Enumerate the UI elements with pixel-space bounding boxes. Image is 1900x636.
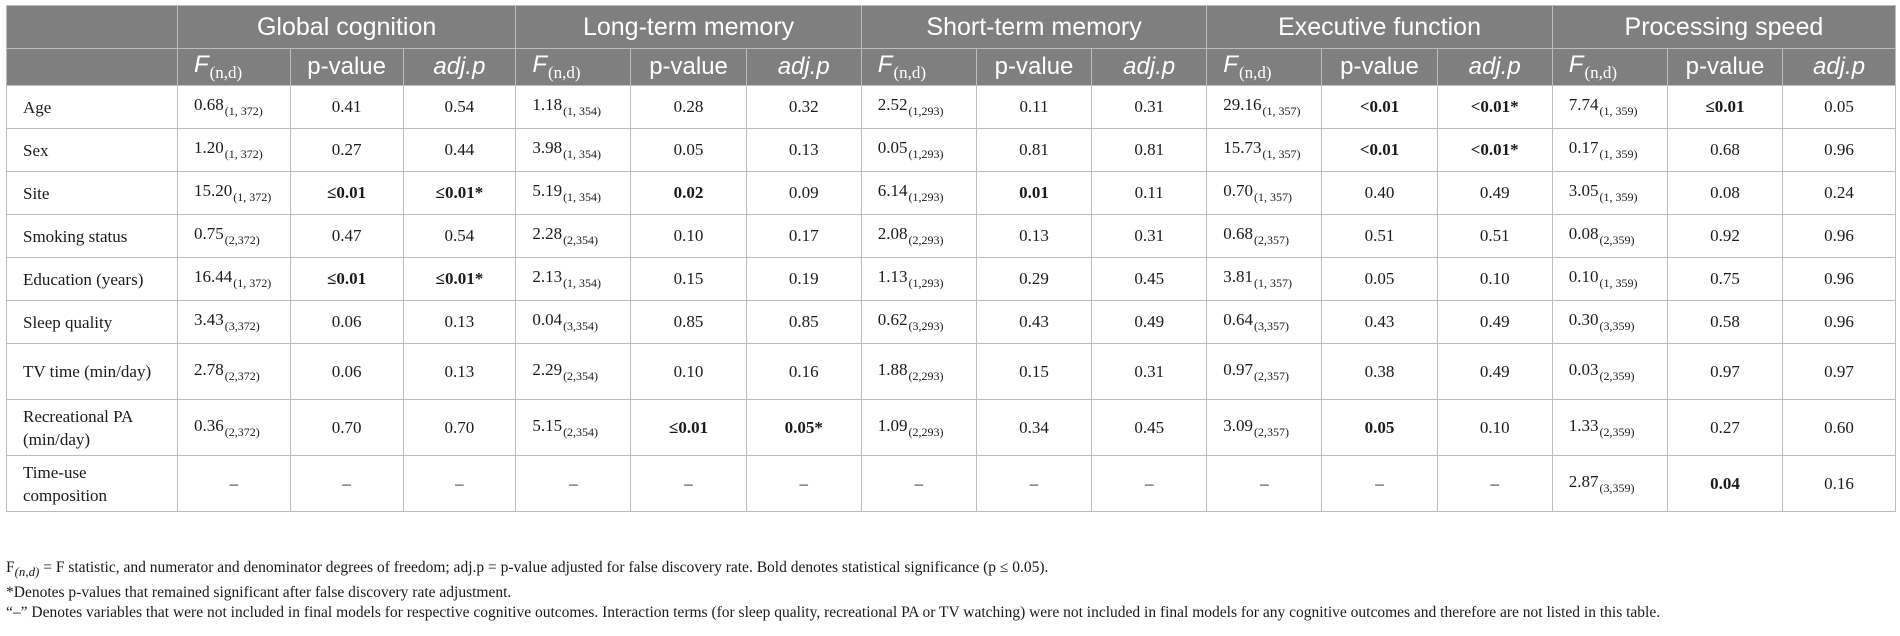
adj-p-cell: – <box>403 456 516 512</box>
f-subscript: (n,d) <box>209 63 243 82</box>
p-value-cell: ≤0.01 <box>290 172 403 215</box>
degrees-of-freedom: (3,359) <box>1599 319 1635 333</box>
table-row <box>7 86 1896 129</box>
f-statistic-cell <box>1552 258 1667 301</box>
adj-p-cell: 0.31 <box>1092 344 1207 400</box>
adj-p-cell: 0.09 <box>746 172 861 215</box>
f-statistic-cell <box>516 215 631 258</box>
p-value-cell: 0.10 <box>631 344 746 400</box>
f-value: 0.10 <box>1568 267 1599 286</box>
f-value: 0.62 <box>877 310 908 329</box>
f-statistic-cell <box>861 129 976 172</box>
f-statistic-cell <box>177 86 290 129</box>
f-value: 3.98 <box>532 138 563 157</box>
adj-p-cell: 0.81 <box>1092 129 1207 172</box>
degrees-of-freedom: (1, 372) <box>233 190 272 204</box>
f-value: 0.97 <box>1223 359 1254 379</box>
degrees-of-freedom: (2,372) <box>224 424 260 439</box>
f-value: – <box>914 473 924 493</box>
adj-p-cell: – <box>746 456 861 512</box>
footnote-1-text: = F statistic, and numerator and denominator degrees of freedom; adj.p = p-value adjusted for false discovery rate. Bold denotes statistical significance (p ≤ 0.05). <box>39 559 1049 576</box>
degrees-of-freedom: (3,354) <box>563 319 599 333</box>
sub-header-corner <box>7 49 178 86</box>
group-header-long-term: Long-term memory <box>516 6 861 49</box>
f-statistic-cell <box>1207 400 1322 456</box>
f-subscript: (n,d) <box>1584 63 1618 82</box>
f-statistic-cell <box>177 400 290 456</box>
degrees-of-freedom: (1, 357) <box>1254 190 1293 204</box>
p-value-cell: 0.05 <box>631 129 746 172</box>
sub-header-adjp-processing: adj.p <box>1783 49 1896 86</box>
f-value: 5.15 <box>532 415 563 435</box>
f-statistic-cell <box>1207 301 1322 344</box>
p-value-cell: 0.41 <box>290 86 403 129</box>
degrees-of-freedom: (1, 354) <box>563 276 602 290</box>
adj-p-cell: 0.96 <box>1783 215 1896 258</box>
p-value-cell: 0.85 <box>631 301 746 344</box>
degrees-of-freedom: (1, 357) <box>1262 104 1301 118</box>
f-subscript: (n,d) <box>893 63 927 82</box>
degrees-of-freedom: (1, 354) <box>563 147 602 161</box>
table-footnotes <box>6 558 1896 624</box>
f-statistic-cell <box>861 258 976 301</box>
f-value: 29.16 <box>1223 95 1262 114</box>
sub-header-adjp-short-term: adj.p <box>1092 49 1207 86</box>
f-value: 0.03 <box>1568 359 1599 379</box>
degrees-of-freedom: (3,359) <box>1599 480 1635 495</box>
p-value-cell: 0.75 <box>1667 258 1782 301</box>
f-value: 7.74 <box>1568 95 1599 114</box>
f-value: 0.68 <box>1223 224 1254 243</box>
p-value-cell: 0.47 <box>290 215 403 258</box>
adj-p-cell: 0.16 <box>746 344 861 400</box>
sub-header-f-executive <box>1207 49 1322 86</box>
adj-p-cell: – <box>1437 456 1552 512</box>
f-symbol: F <box>877 51 893 78</box>
f-statistic-cell <box>1207 215 1322 258</box>
sub-header-p-global: p-value <box>290 49 403 86</box>
p-value-cell: 0.13 <box>976 215 1091 258</box>
f-value: 1.20 <box>193 138 224 157</box>
f-statistic-cell <box>516 301 631 344</box>
adj-p-cell: 0.05* <box>746 400 861 456</box>
table-row <box>7 301 1896 344</box>
table-row <box>7 456 1896 512</box>
adj-p-cell: 0.54 <box>403 215 516 258</box>
footnote-3: “–” Denotes variables that were not included in final models for respective cognitive outcomes. Interaction terms (for sleep quality, recreational PA or TV watching) were not included in final models for any cognitive outcomes and therefore are not listed in this table. <box>6 604 1661 622</box>
degrees-of-freedom: (1, 372) <box>224 147 263 161</box>
f-value: 2.78 <box>193 359 224 379</box>
row-label: Education (years) <box>7 258 178 301</box>
footnote-f-subscript: (n,d) <box>14 564 40 580</box>
f-value: 5.19 <box>532 181 563 200</box>
adj-p-cell: 0.54 <box>403 86 516 129</box>
f-value: 2.52 <box>877 95 908 114</box>
f-statistic-cell <box>177 129 290 172</box>
sub-header-adjp-long-term: adj.p <box>746 49 861 86</box>
f-value: 1.09 <box>877 415 908 435</box>
table-row <box>7 129 1896 172</box>
f-statistic-cell <box>861 172 976 215</box>
f-statistic-cell <box>861 86 976 129</box>
degrees-of-freedom: (1, 372) <box>224 104 263 118</box>
adj-p-cell: 0.44 <box>403 129 516 172</box>
f-statistic-cell <box>1552 172 1667 215</box>
adj-p-cell: 0.31 <box>1092 215 1207 258</box>
results-table <box>6 5 1896 512</box>
f-value: 0.64 <box>1223 310 1254 329</box>
f-value: 2.28 <box>532 224 563 243</box>
sub-header-f-long-term <box>516 49 631 86</box>
f-value: 15.20 <box>193 181 233 200</box>
p-value-cell: ≤0.01 <box>631 400 746 456</box>
table-row <box>7 258 1896 301</box>
p-value-cell: ≤0.01 <box>1667 86 1782 129</box>
f-statistic-cell <box>1207 172 1322 215</box>
f-value: 0.17 <box>1568 138 1599 157</box>
f-value: 1.13 <box>877 267 908 286</box>
degrees-of-freedom: (1,293) <box>908 147 944 161</box>
f-value: 6.14 <box>877 181 908 200</box>
f-statistic-cell <box>516 456 631 512</box>
degrees-of-freedom: (2,359) <box>1599 368 1635 383</box>
f-statistic-cell <box>1552 129 1667 172</box>
p-value-cell: 0.11 <box>976 86 1091 129</box>
f-value: 1.33 <box>1568 415 1599 435</box>
degrees-of-freedom: (2,357) <box>1254 368 1290 383</box>
f-statistic-cell <box>516 400 631 456</box>
f-statistic-cell <box>177 301 290 344</box>
p-value-cell: 0.81 <box>976 129 1091 172</box>
degrees-of-freedom: (3,357) <box>1254 319 1290 333</box>
f-statistic-cell <box>1552 344 1667 400</box>
group-header-global: Global cognition <box>177 6 515 49</box>
f-value: 0.75 <box>193 224 224 243</box>
f-statistic-cell <box>516 172 631 215</box>
f-value: 0.05 <box>877 138 908 157</box>
row-label: Sex <box>7 129 178 172</box>
f-statistic-cell <box>177 172 290 215</box>
adj-p-cell: 0.85 <box>746 301 861 344</box>
p-value-cell: 0.28 <box>631 86 746 129</box>
degrees-of-freedom: (2,359) <box>1599 424 1635 439</box>
row-label: TV time (min/day) <box>7 344 178 400</box>
p-value-cell: 0.34 <box>976 400 1091 456</box>
table-row <box>7 215 1896 258</box>
sub-header-p-long-term: p-value <box>631 49 746 86</box>
header-corner <box>7 6 178 49</box>
f-value: 1.18 <box>532 95 563 114</box>
f-value: 3.43 <box>193 310 224 329</box>
degrees-of-freedom: (1, 359) <box>1599 190 1638 204</box>
degrees-of-freedom: (1,293) <box>908 190 944 204</box>
f-statistic-cell <box>1207 258 1322 301</box>
degrees-of-freedom: (2,293) <box>908 233 944 247</box>
p-value-cell: 0.68 <box>1667 129 1782 172</box>
table-row <box>7 172 1896 215</box>
adj-p-cell: 0.32 <box>746 86 861 129</box>
sub-header-f-short-term <box>861 49 976 86</box>
f-statistic-cell <box>861 456 976 512</box>
f-statistic-cell <box>1207 456 1322 512</box>
p-value-cell: 0.15 <box>631 258 746 301</box>
f-statistic-cell <box>1552 86 1667 129</box>
f-value: 0.08 <box>1568 224 1599 243</box>
degrees-of-freedom: (3,293) <box>908 319 944 333</box>
p-value-cell: – <box>976 456 1091 512</box>
f-value: 1.88 <box>877 359 908 379</box>
f-statistic-cell <box>1552 400 1667 456</box>
adj-p-cell: <0.01* <box>1437 86 1552 129</box>
p-value-cell: 0.70 <box>290 400 403 456</box>
p-value-cell: 0.58 <box>1667 301 1782 344</box>
adj-p-cell: 0.96 <box>1783 258 1896 301</box>
p-value-cell: 0.05 <box>1322 400 1437 456</box>
table-row <box>7 344 1896 400</box>
degrees-of-freedom: (1, 372) <box>233 276 272 290</box>
degrees-of-freedom: (2,372) <box>224 233 260 247</box>
f-statistic-cell <box>516 344 631 400</box>
degrees-of-freedom: (1, 359) <box>1599 104 1638 118</box>
adj-p-cell: 0.17 <box>746 215 861 258</box>
f-value: – <box>1260 473 1269 493</box>
p-value-cell: 0.06 <box>290 344 403 400</box>
f-value: 16.44 <box>193 267 233 286</box>
p-value-cell: 0.97 <box>1667 344 1782 400</box>
f-value: 2.13 <box>532 267 563 286</box>
p-value-cell: – <box>631 456 746 512</box>
p-value-cell: 0.15 <box>976 344 1091 400</box>
row-label: Time-use composition <box>7 456 178 512</box>
degrees-of-freedom: (1,293) <box>908 104 944 118</box>
degrees-of-freedom: (1, 354) <box>563 190 602 204</box>
degrees-of-freedom: (2,357) <box>1254 233 1290 247</box>
sub-header-p-processing: p-value <box>1667 49 1782 86</box>
degrees-of-freedom: (1,293) <box>908 276 944 290</box>
adj-p-cell: 0.16 <box>1783 456 1896 512</box>
adj-p-cell: 0.13 <box>403 344 516 400</box>
degrees-of-freedom: (2,354) <box>563 368 599 383</box>
sub-header-row <box>7 49 1896 86</box>
f-statistic-cell <box>861 344 976 400</box>
f-statistic-cell <box>177 344 290 400</box>
degrees-of-freedom: (1, 354) <box>563 104 602 118</box>
adj-p-cell: 0.10 <box>1437 400 1552 456</box>
f-statistic-cell <box>516 258 631 301</box>
p-value-cell: 0.10 <box>631 215 746 258</box>
f-symbol: F <box>1568 51 1584 78</box>
p-value-cell: 0.06 <box>290 301 403 344</box>
f-value: 15.73 <box>1223 138 1262 157</box>
p-value-cell: 0.51 <box>1322 215 1437 258</box>
p-value-cell: 0.29 <box>976 258 1091 301</box>
f-value: 2.87 <box>1568 471 1599 491</box>
adj-p-cell: 0.96 <box>1783 129 1896 172</box>
adj-p-cell: 0.24 <box>1783 172 1896 215</box>
f-statistic-cell <box>1552 456 1667 512</box>
sub-header-adjp-executive: adj.p <box>1437 49 1552 86</box>
row-label: Recreational PA (min/day) <box>7 400 178 456</box>
adj-p-cell: – <box>1092 456 1207 512</box>
row-label: Site <box>7 172 178 215</box>
row-label: Age <box>7 86 178 129</box>
table-row <box>7 400 1896 456</box>
adj-p-cell: ≤0.01* <box>403 258 516 301</box>
f-statistic-cell <box>516 129 631 172</box>
adj-p-cell: 0.60 <box>1783 400 1896 456</box>
f-symbol: F <box>193 51 209 78</box>
adj-p-cell: 0.13 <box>746 129 861 172</box>
adj-p-cell: 0.49 <box>1437 172 1552 215</box>
f-value: 0.30 <box>1568 310 1599 329</box>
degrees-of-freedom: (2,354) <box>563 233 599 247</box>
p-value-cell: 0.08 <box>1667 172 1782 215</box>
sub-header-p-short-term: p-value <box>976 49 1091 86</box>
footnote-1 <box>6 558 1896 583</box>
degrees-of-freedom: (1, 357) <box>1254 276 1293 290</box>
row-label: Smoking status <box>7 215 178 258</box>
adj-p-cell: 0.45 <box>1092 400 1207 456</box>
row-label: Sleep quality <box>7 301 178 344</box>
f-statistic-cell <box>177 456 290 512</box>
f-statistic-cell <box>1207 344 1322 400</box>
p-value-cell: <0.01 <box>1322 129 1437 172</box>
p-value-cell: – <box>290 456 403 512</box>
p-value-cell: 0.01 <box>976 172 1091 215</box>
footnote-f-symbol: F <box>6 559 15 576</box>
sub-header-adjp-global: adj.p <box>403 49 516 86</box>
f-value: 3.09 <box>1223 415 1254 435</box>
f-value: 0.04 <box>532 310 563 329</box>
sub-header-f-global <box>177 49 290 86</box>
adj-p-cell: 0.49 <box>1092 301 1207 344</box>
table-body <box>7 86 1896 512</box>
p-value-cell: ≤0.01 <box>290 258 403 301</box>
p-value-cell: 0.38 <box>1322 344 1437 400</box>
group-header-processing: Processing speed <box>1552 6 1895 49</box>
adj-p-cell: 0.05 <box>1783 86 1896 129</box>
degrees-of-freedom: (1, 359) <box>1599 276 1638 290</box>
p-value-cell: 0.05 <box>1322 258 1437 301</box>
f-statistic-cell <box>861 215 976 258</box>
p-value-cell: 0.43 <box>976 301 1091 344</box>
degrees-of-freedom: (1, 357) <box>1262 147 1301 161</box>
f-statistic-cell <box>861 400 976 456</box>
degrees-of-freedom: (2,359) <box>1599 233 1635 247</box>
f-symbol: F <box>1223 51 1238 78</box>
adj-p-cell: 0.11 <box>1092 172 1207 215</box>
adj-p-cell: 0.10 <box>1437 258 1552 301</box>
p-value-cell: – <box>1322 456 1437 512</box>
adj-p-cell: 0.51 <box>1437 215 1552 258</box>
f-statistic-cell <box>1207 129 1322 172</box>
degrees-of-freedom: (3,372) <box>224 319 260 333</box>
f-statistic-cell <box>177 258 290 301</box>
p-value-cell: <0.01 <box>1322 86 1437 129</box>
degrees-of-freedom: (2,293) <box>908 368 944 383</box>
f-value: 0.36 <box>193 415 224 435</box>
adj-p-cell: <0.01* <box>1437 129 1552 172</box>
f-value: 3.81 <box>1223 267 1254 286</box>
f-statistic-cell <box>1552 215 1667 258</box>
f-subscript: (n,d) <box>1238 63 1272 82</box>
f-value: – <box>229 473 239 493</box>
adj-p-cell: 0.70 <box>403 400 516 456</box>
p-value-cell: 0.40 <box>1322 172 1437 215</box>
adj-p-cell: 0.96 <box>1783 301 1896 344</box>
degrees-of-freedom: (2,357) <box>1254 424 1290 439</box>
p-value-cell: 0.02 <box>631 172 746 215</box>
p-value-cell: 0.04 <box>1667 456 1782 512</box>
f-value: 3.05 <box>1568 181 1599 200</box>
f-statistic-cell <box>516 86 631 129</box>
f-value: – <box>569 473 578 493</box>
f-value: 2.08 <box>877 224 908 243</box>
f-statistic-cell <box>861 301 976 344</box>
adj-p-cell: 0.49 <box>1437 344 1552 400</box>
f-value: 0.70 <box>1223 181 1254 200</box>
group-header-executive: Executive function <box>1207 6 1552 49</box>
group-header-short-term: Short-term memory <box>861 6 1207 49</box>
degrees-of-freedom: (2,293) <box>908 424 944 439</box>
adj-p-cell: 0.31 <box>1092 86 1207 129</box>
p-value-cell: 0.43 <box>1322 301 1437 344</box>
adj-p-cell: 0.49 <box>1437 301 1552 344</box>
f-value: 2.29 <box>532 359 563 379</box>
footnote-2: *Denotes p-values that remained significant after false discovery rate adjustment. <box>6 583 512 601</box>
sub-header-f-processing <box>1552 49 1667 86</box>
adj-p-cell: 0.45 <box>1092 258 1207 301</box>
sub-header-p-executive: p-value <box>1322 49 1437 86</box>
degrees-of-freedom: (1, 359) <box>1599 147 1638 161</box>
degrees-of-freedom: (2,354) <box>563 424 599 439</box>
f-value: 0.68 <box>193 95 224 114</box>
adj-p-cell: 0.19 <box>746 258 861 301</box>
p-value-cell: 0.27 <box>290 129 403 172</box>
adj-p-cell: 0.13 <box>403 301 516 344</box>
f-statistic-cell <box>1552 301 1667 344</box>
adj-p-cell: ≤0.01* <box>403 172 516 215</box>
f-subscript: (n,d) <box>547 63 581 82</box>
f-statistic-cell <box>177 215 290 258</box>
group-header-row <box>7 6 1896 49</box>
adj-p-cell: 0.97 <box>1783 344 1896 400</box>
p-value-cell: 0.27 <box>1667 400 1782 456</box>
degrees-of-freedom: (2,372) <box>224 368 260 383</box>
p-value-cell: 0.92 <box>1667 215 1782 258</box>
f-statistic-cell <box>1207 86 1322 129</box>
f-symbol: F <box>532 51 547 78</box>
